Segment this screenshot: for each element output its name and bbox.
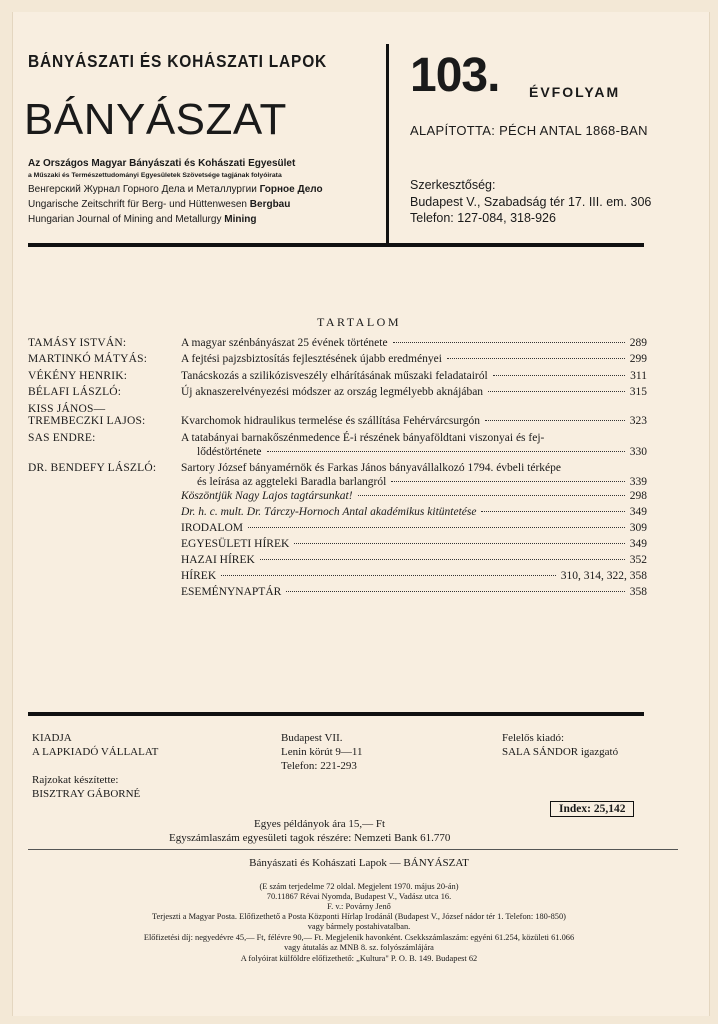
- fine-print: Terjeszti a Magyar Posta. Előfizethető a Posta Központi Hírlap Irodánál (Budapest V., József nádor tér 1. Telefon: 180-850): [152, 912, 566, 921]
- toc-author: TAMÁSY ISTVÁN:: [28, 337, 127, 349]
- toc-entry[interactable]: EGYESÜLETI HÍREK 349: [181, 538, 647, 550]
- page-number: 323: [629, 415, 647, 427]
- toc-entry[interactable]: ESEMÉNYNAPTÁR 358: [181, 586, 647, 598]
- description-english: Hungarian Journal of Mining and Metallurgy Mining: [28, 214, 257, 225]
- drawings-name: BISZTRAY GÁBORNÉ: [32, 788, 141, 800]
- founded-line: ALAPÍTOTTA: PÉCH ANTAL 1868-BAN: [410, 123, 648, 138]
- price-line: Egyes példányok ára 15,— Ft: [254, 818, 386, 830]
- toc-author: DR. BENDEFY LÁSZLÓ:: [28, 462, 157, 474]
- page-number: 352: [629, 554, 647, 566]
- account-line: Egyszámlaszám egyesületi tagok részére: Nemzeti Bank 61.770: [169, 832, 451, 844]
- responsible-label: Felelős kiadó:: [502, 732, 565, 744]
- description-german: Ungarische Zeitschrift für Berg- und Hüttenwesen Bergbau: [28, 199, 291, 210]
- journal-line: Bányászati és Kohászati Lapok — BÁNYÁSZAT: [249, 857, 469, 869]
- page-number: 310, 314, 322, 358: [560, 570, 647, 582]
- editorial-phone: Telefon: 127-084, 318-926: [410, 211, 556, 225]
- page-number: 311: [630, 370, 647, 382]
- toc-entry[interactable]: IRODALOM 309: [181, 522, 647, 534]
- toc-entry[interactable]: Tanácskozás a szilikózisveszély elhárításának műszaki feladatairól 311: [181, 370, 647, 382]
- fine-print: vagy bármely postahivatalban.: [307, 922, 411, 931]
- publisher-address-2: Lenin körút 9—11: [281, 746, 363, 758]
- toc-author: KISS JÁNOS—: [28, 403, 106, 415]
- toc-entry[interactable]: A tatabányai barnakőszénmedence É-i részének bányaföldtani viszonyai és fej- lődéstörténete 330: [181, 432, 647, 458]
- toc-entry[interactable]: Kvarchomok hidraulikus termelése és szállítása Fehérvárcsurgón 323: [181, 415, 647, 427]
- page-number: 309: [629, 522, 647, 534]
- description-line-1: Az Országos Magyar Bányászati és Kohászati Egyesület: [28, 158, 296, 169]
- page-number: 330: [629, 446, 647, 458]
- toc-entry[interactable]: HAZAI HÍREK 352: [181, 554, 647, 566]
- page-number: 315: [629, 386, 647, 398]
- editorial-address: Budapest V., Szabadság tér 17. III. em. 306: [410, 195, 652, 209]
- page-number: 358: [629, 586, 647, 598]
- editorial-label: Szerkesztőség:: [410, 178, 496, 192]
- publisher-label: KIADJA: [32, 732, 72, 744]
- page-number: 339: [629, 476, 647, 488]
- fine-print: A folyóirat külföldre előfizethető: „Kultura" P. O. B. 149. Budapest 62: [240, 954, 478, 963]
- drawings-label: Rajzokat készítette:: [32, 774, 119, 786]
- toc-author: VÉKÉNY HENRIK:: [28, 370, 128, 382]
- publisher-phone: Telefon: 221-293: [281, 760, 357, 772]
- page-number: 299: [629, 353, 647, 365]
- toc-author: SAS ENDRE:: [28, 432, 96, 444]
- fine-print: vagy átutalás az MNB 8. sz. folyószámlájára: [284, 943, 434, 952]
- header-vertical-rule: [386, 44, 389, 244]
- fine-print: (E szám terjedelme 72 oldal. Megjelent 1970. május 20-án): [259, 882, 459, 891]
- description-line-2: a Műszaki és Természettudományi Egyesületek Szövetsége tagjának folyóirata: [28, 172, 282, 179]
- page-number: 298: [629, 490, 647, 502]
- toc-entry[interactable]: Dr. h. c. mult. Dr. Tárczy-Hornoch Antal akadémikus kitüntetése 349: [181, 506, 647, 518]
- toc-entry[interactable]: Köszöntjük Nagy Lajos tagtársunkat! 298: [181, 490, 647, 502]
- volume-label: ÉVFOLYAM: [529, 84, 621, 100]
- toc-author: TREMBECZKI LAJOS:: [28, 415, 146, 427]
- description-russian: Венгерский Журнал Горного Дела и Металлургии Горное Дело: [28, 184, 323, 195]
- toc-entry[interactable]: Új aknaszerelvényezési módszer az ország legmélyebb aknájában 315: [181, 386, 647, 398]
- page-number: 349: [629, 538, 647, 550]
- imprint-top-rule: [28, 712, 644, 716]
- publisher-address-1: Budapest VII.: [281, 732, 343, 744]
- responsible-name: SALA SÁNDOR igazgató: [502, 746, 619, 758]
- imprint-divider: [28, 849, 678, 850]
- page-number: 289: [629, 337, 647, 349]
- header-bottom-rule: [28, 243, 644, 247]
- toc-author: BÉLAFI LÁSZLÓ:: [28, 386, 122, 398]
- fine-print: Előfizetési díj: negyedévre 45,— Ft, félévre 90,— Ft. Megjelenik havonként. Csekkszámlaszám: egyéni 61.254, közületi 61.066: [143, 933, 575, 942]
- page-number: 349: [629, 506, 647, 518]
- toc-entry[interactable]: HÍREK 310, 314, 322, 358: [181, 570, 647, 582]
- index-number-box: Index: 25,142: [550, 801, 634, 817]
- toc-entry[interactable]: A fejtési pajzsbiztosítás fejlesztésének újabb eredményei 299: [181, 353, 647, 365]
- fine-print: 70.11867 Révai Nyomda, Budapest V., Vadász utca 16.: [266, 892, 452, 901]
- contents-heading: TARTALOM: [316, 315, 402, 329]
- toc-author: MARTINKÓ MÁTYÁS:: [28, 353, 148, 365]
- toc-entry[interactable]: A magyar szénbányászat 25 évének története 289: [181, 337, 647, 349]
- journal-title: BÁNYÁSZAT: [24, 95, 287, 144]
- fine-print: F. v.: Povárny Jenő: [327, 902, 391, 911]
- publisher-name: A LAPKIADÓ VÁLLALAT: [32, 746, 159, 758]
- volume-number: 103.: [410, 49, 500, 102]
- toc-entry[interactable]: Sartory József bányamérnök és Farkas János bányavállalkozó 1794. évbeli térképe és leírása az aggteleki Baradla barlangról 339: [181, 462, 647, 488]
- series-title: BÁNYÁSZATI ÉS KOHÁSZATI LAPOK: [28, 52, 328, 72]
